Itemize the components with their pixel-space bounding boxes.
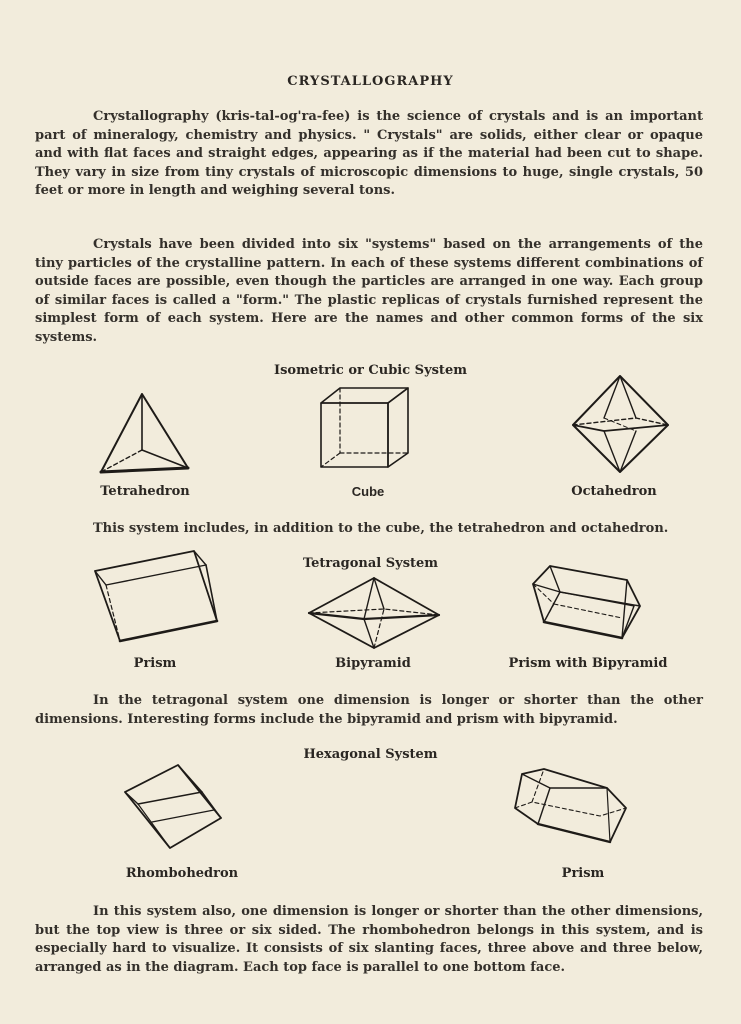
hexagonal-prism-diagram — [512, 766, 630, 846]
octahedron-diagram — [570, 373, 672, 475]
cube-label: Cube — [351, 484, 385, 499]
bipyramid-label: Bipyramid — [335, 656, 411, 671]
prism-with-bipyramid-diagram — [530, 562, 645, 644]
tetragonal-note — [35, 692, 703, 729]
intro-paragraph — [35, 108, 703, 201]
octahedron-label: Octahedron — [571, 484, 657, 499]
isometric-note — [35, 520, 703, 539]
tetrahedron-label: Tetrahedron — [100, 484, 190, 499]
systems-paragraph-text: Crystals have been divided into six "systems" based on the arrangements of the tiny particles of the crystalline pattern. In each of these systems different combinations of outside faces are possible, even though the particles are arranged in one way. Each group of similar faces is called a "form." The plastic replicas of crystals furnished represent the simplest form of each system. Here are the names and other common forms of the six systems. — [35, 237, 703, 345]
bipyramid-diagram — [306, 575, 442, 651]
tetragonal-note-text: In the tetragonal system one dimension is longer or shorter than the other dimensions. Interesting forms include the bipyramid and prism with bipyramid. — [35, 693, 703, 727]
cube-diagram — [318, 385, 413, 473]
tetragonal-heading: Tetragonal System — [302, 556, 439, 571]
prism-with-bipyramid-label: Prism with Bipyramid — [508, 656, 668, 671]
tetragonal-prism-diagram — [92, 547, 222, 645]
hexagonal-note — [35, 903, 703, 977]
rhombohedron-diagram — [122, 762, 224, 852]
tetragonal-prism-label: Prism — [133, 656, 177, 671]
isometric-heading: Isometric or Cubic System — [274, 363, 467, 378]
hexagonal-prism-label: Prism — [561, 866, 605, 881]
isometric-note-text: This system includes, in addition to the cube, the tetrahedron and octahedron. — [93, 521, 669, 536]
systems-paragraph — [35, 236, 703, 347]
page-title: CRYSTALLOGRAPHY — [287, 74, 454, 89]
hexagonal-note-text: In this system also, one dimension is longer or shorter than the other dimensions, but the top view is three or six sided. The rhombohedron belongs in this system, and is especially hard to visualize. It consists of six slanting faces, three above and three below, arranged as in the diagram. Each top face is parallel to one bottom face. — [35, 904, 703, 975]
rhombohedron-label: Rhombohedron — [125, 866, 239, 881]
intro-paragraph-text: Crystallography (kris-tal-og'ra-fee) is the science of crystals and is an important part of mineralogy, chemistry and physics. " Crystals" are solids, either clear or opaque and with flat faces and straight edges, appearing as if the material had been cut to shape. They vary in size from tiny crystals of microscopic dimensions to huge, single crystals, 50 feet or more in length and weighing several tons. — [35, 109, 703, 198]
tetrahedron-diagram — [98, 390, 193, 478]
hexagonal-heading: Hexagonal System — [303, 747, 438, 762]
